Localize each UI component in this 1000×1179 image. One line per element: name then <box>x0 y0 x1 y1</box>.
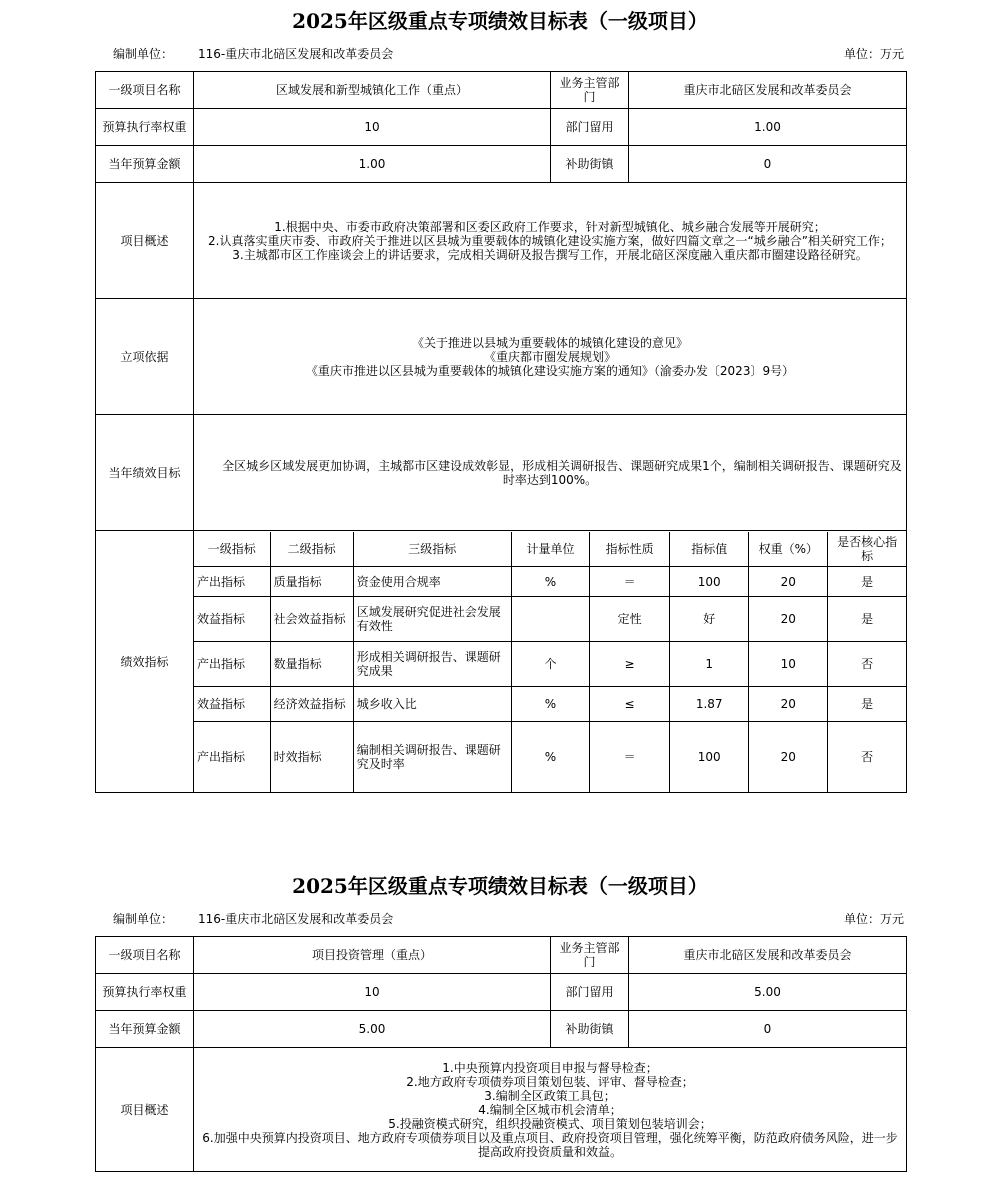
project-name-value: 项目投资管理（重点） <box>194 937 551 974</box>
overview-line: 6.加强中央预算内投资项目、地方政府专项债券项目以及重点项目、政府投资项目管理，强化统筹平衡，防范政府债务风险，进一步提高政府投资质量和效益。 <box>202 1130 898 1159</box>
sheet2-currency: 单位：万元 <box>843 912 904 926</box>
value-cell: 1.87 <box>670 687 749 722</box>
table-row <box>194 642 906 687</box>
level2-cell: 质量指标 <box>270 567 353 597</box>
basis-label: 立项依据 <box>96 299 194 415</box>
core-cell: 否 <box>828 642 906 687</box>
core-cell: 是 <box>828 597 906 642</box>
overview-line: 5.投融资模式研究，组织投融资模式、项目策划包装培训会； <box>388 1116 712 1131</box>
header-cell: 计量单位 <box>511 532 589 567</box>
indicators-header-row <box>194 532 906 567</box>
unit-cell: 个 <box>511 642 589 687</box>
level1-cell: 产出指标 <box>194 642 270 687</box>
project-name-value: 区域发展和新型城镇化工作（重点） <box>194 72 551 109</box>
level1-cell: 效益指标 <box>194 597 270 642</box>
level1-cell: 产出指标 <box>194 722 270 792</box>
table-row <box>194 687 906 722</box>
basis-line: 《重庆市推进以区县城为重要载体的城镇化建设实施方案的通知》（渝委办发〔2023〕9号） <box>305 363 795 378</box>
value-cell: 100 <box>670 722 749 792</box>
subsidy-value: 0 <box>629 146 907 183</box>
level2-cell: 时效指标 <box>270 722 353 792</box>
nature-cell: ＝ <box>590 722 670 792</box>
level3-cell: 形成相关调研报告、课题研究成果 <box>353 642 511 687</box>
nature-cell: 定性 <box>590 597 670 642</box>
retained-label: 部门留用 <box>551 109 629 146</box>
weight-label: 预算执行率权重 <box>96 109 194 146</box>
value-cell: 1 <box>670 642 749 687</box>
overview-line: 1.中央预算内投资项目申报与督导检查； <box>442 1060 658 1075</box>
project-name-label: 一级项目名称 <box>96 72 194 109</box>
level3-cell: 城乡收入比 <box>353 687 511 722</box>
core-cell: 是 <box>828 687 906 722</box>
sheet2-unit-label: 编制单位： <box>113 912 174 926</box>
unit-cell <box>511 597 589 642</box>
dept-label: 业务主管部门 <box>551 72 629 109</box>
header-cell: 指标性质 <box>590 532 670 567</box>
header-cell: 三级指标 <box>353 532 511 567</box>
level3-cell: 资金使用合规率 <box>353 567 511 597</box>
budget-label: 当年预算金额 <box>96 1011 194 1048</box>
project-name-label: 一级项目名称 <box>96 937 194 974</box>
overview-line: 3.编制全区政策工具包； <box>484 1088 616 1103</box>
level3-cell: 编制相关调研报告、课题研究及时率 <box>353 722 511 792</box>
value-cell: 100 <box>670 567 749 597</box>
level2-cell: 社会效益指标 <box>270 597 353 642</box>
weight-cell: 10 <box>749 642 828 687</box>
level1-cell: 产出指标 <box>194 567 270 597</box>
basis-line: 《关于推进以县城为重要载体的城镇化建设的意见》 <box>411 335 688 350</box>
header-cell: 指标值 <box>670 532 749 567</box>
unit-cell: % <box>511 722 589 792</box>
weight-cell: 20 <box>749 722 828 792</box>
header-cell: 二级指标 <box>270 532 353 567</box>
basis-content <box>194 299 907 415</box>
weight-value: 10 <box>194 109 551 146</box>
subsidy-value: 0 <box>629 1011 907 1048</box>
subsidy-label: 补助街镇 <box>551 146 629 183</box>
sheet2-table <box>95 936 907 1172</box>
sheet1-title: 2025年区级重点专项绩效目标表（一级项目） <box>292 9 708 33</box>
overview-line: 3.主城都市区工作座谈会上的讲话要求，完成相关调研及报告撰写工作，开展北碚区深度融入重庆都市圈建设路径研究。 <box>232 247 868 262</box>
indicators-label: 绩效指标 <box>96 531 194 793</box>
overview-label: 项目概述 <box>96 1048 194 1172</box>
overview-line: 2.地方政府专项债券项目策划包装、评审、督导检查； <box>406 1074 694 1089</box>
budget-value: 1.00 <box>194 146 551 183</box>
sheet1-currency: 单位：万元 <box>843 47 904 61</box>
unit-cell: % <box>511 687 589 722</box>
overview-content <box>194 1048 907 1172</box>
value-cell: 好 <box>670 597 749 642</box>
level2-cell: 经济效益指标 <box>270 687 353 722</box>
basis-line: 《重庆都市圈发展规划》 <box>483 349 616 364</box>
core-cell: 否 <box>828 722 906 792</box>
indicators-cell <box>194 531 907 793</box>
overview-content <box>194 183 907 299</box>
budget-value: 5.00 <box>194 1011 551 1048</box>
indicators-table <box>194 532 906 792</box>
level1-cell: 效益指标 <box>194 687 270 722</box>
sheet1-unit-label: 编制单位： <box>113 47 174 61</box>
weight-label: 预算执行率权重 <box>96 974 194 1011</box>
nature-cell: ≤ <box>590 687 670 722</box>
header-cell: 一级指标 <box>194 532 270 567</box>
table-row <box>194 597 906 642</box>
overview-line: 1.根据中央、市委市政府决策部署和区委区政府工作要求，针对新型城镇化、城乡融合发展等开展研究； <box>274 219 826 234</box>
subsidy-label: 补助街镇 <box>551 1011 629 1048</box>
header-cell: 是否核心指标 <box>828 532 906 567</box>
level3-cell: 区域发展研究促进社会发展有效性 <box>353 597 511 642</box>
core-cell: 是 <box>828 567 906 597</box>
budget-label: 当年预算金额 <box>96 146 194 183</box>
sheet2-unit-value: 116-重庆市北碚区发展和改革委员会 <box>198 912 394 926</box>
unit-cell: % <box>511 567 589 597</box>
nature-cell: ≥ <box>590 642 670 687</box>
weight-value: 10 <box>194 974 551 1011</box>
nature-cell: ＝ <box>590 567 670 597</box>
table-row <box>194 567 906 597</box>
level2-cell: 数量指标 <box>270 642 353 687</box>
dept-label: 业务主管部门 <box>551 937 629 974</box>
overview-line: 4.编制全区城市机会清单； <box>478 1102 622 1117</box>
table-row <box>194 722 906 792</box>
header-cell: 权重（%） <box>749 532 828 567</box>
weight-cell: 20 <box>749 687 828 722</box>
retained-value: 1.00 <box>629 109 907 146</box>
overview-line: 2.认真落实重庆市委、市政府关于推进以区县城为重要载体的城镇化建设实施方案，做好四篇文章之一“城乡融合”相关研究工作； <box>208 233 892 248</box>
dept-value: 重庆市北碚区发展和改革委员会 <box>629 72 907 109</box>
overview-label: 项目概述 <box>96 183 194 299</box>
sheet1-table <box>95 71 907 793</box>
goal-label: 当年绩效目标 <box>96 415 194 531</box>
retained-value: 5.00 <box>629 974 907 1011</box>
weight-cell: 20 <box>749 597 828 642</box>
dept-value: 重庆市北碚区发展和改革委员会 <box>629 937 907 974</box>
weight-cell: 20 <box>749 567 828 597</box>
sheet1-unit-value: 116-重庆市北碚区发展和改革委员会 <box>198 47 394 61</box>
retained-label: 部门留用 <box>551 974 629 1011</box>
sheet2-title: 2025年区级重点专项绩效目标表（一级项目） <box>292 874 708 898</box>
goal-content: 全区城乡区域发展更加协调，主城都市区建设成效彰显，形成相关调研报告、课题研究成果1个，编制相关调研报告、课题研究及时率达到100%。 <box>194 415 907 531</box>
